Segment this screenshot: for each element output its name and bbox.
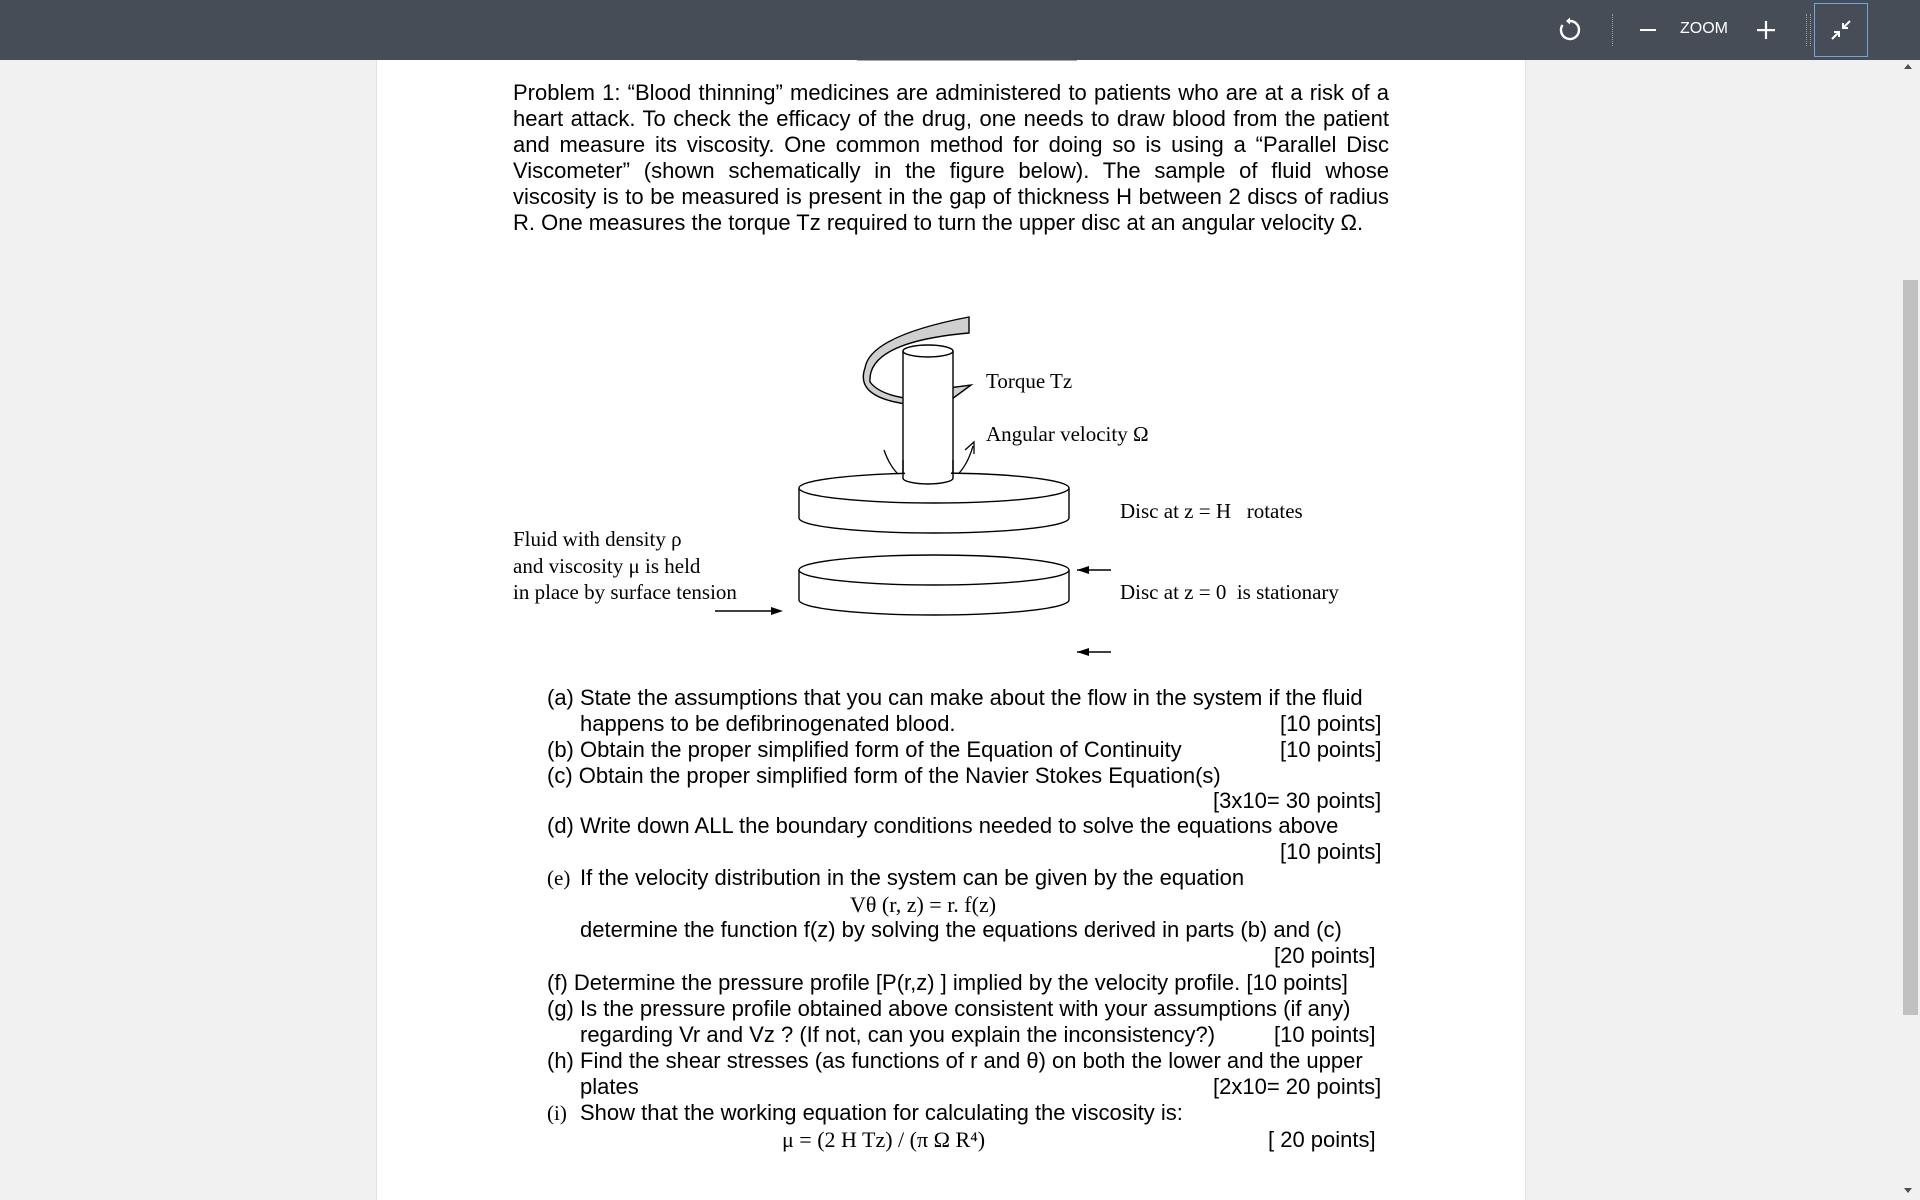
points-b: [10 points] — [1280, 737, 1382, 762]
points-a: [10 points] — [1280, 711, 1382, 736]
question-h-cont: plates — [580, 1074, 639, 1099]
refresh-button[interactable] — [1553, 13, 1587, 47]
zoom-out-button[interactable] — [1636, 18, 1660, 42]
question-a-cont: happens to be defibrinogenated blood. — [580, 711, 956, 736]
fluid-label-line: in place by surface tension — [513, 580, 737, 604]
clipped-previous-line — [377, 60, 1525, 66]
question-b: (b) Obtain the proper simplified form of the Equation of Continuity — [547, 737, 1182, 762]
question-i-marker: (i) — [547, 1101, 567, 1125]
exit-fullscreen-button[interactable] — [1814, 3, 1868, 57]
question-c: (c) Obtain the proper simplified form of the Navier Stokes Equation(s) — [547, 763, 1221, 788]
question-h: (h) Find the shear stresses (as functions of r and θ) on both the lower and the upper — [547, 1048, 1363, 1073]
scroll-down-arrow-icon[interactable] — [1904, 1188, 1912, 1193]
torque-label: Torque Tz — [986, 369, 1073, 393]
lower-disc-label: Disc at z = 0 is stationary — [1120, 580, 1339, 604]
question-e: If the velocity distribution in the system can be given by the equation — [580, 865, 1245, 890]
fluid-label — [513, 526, 737, 606]
points-h: [2x10= 20 points] — [1213, 1074, 1382, 1099]
points-d: [10 points] — [1280, 839, 1382, 864]
zoom-in-icon — [1755, 19, 1777, 41]
question-e-marker: (e) — [547, 866, 571, 890]
upper-disc-arrow-icon — [1077, 566, 1089, 574]
lower-disc-top — [799, 555, 1069, 585]
fluid-label-line: and viscosity μ is held — [513, 553, 701, 578]
zoom-label: ZOOM — [1680, 20, 1728, 37]
toolbar-separator — [1612, 14, 1613, 46]
viscosity-equation: μ = (2 H Tz) / (π Ω R⁴) — [782, 1127, 986, 1152]
document-page — [376, 60, 1526, 1200]
viscometer-figure — [377, 300, 1525, 660]
problem-intro: Problem 1: “Blood thinning” medicines are administered to patients who are at a risk of a heart attack. To check the efficacy of the drug, one needs to draw blood from the patient and measure its viscosity. One common method for doing so is using a “Parallel Disc Viscometer” (shown schematically in the figure below). The sample of fluid whose viscosity is to be measured is present in the gap of thickness H between 2 discs of radius R. One measures the torque Tz required to turn the upper disc at an angular velocity Ω. — [513, 80, 1389, 235]
shaft — [903, 351, 953, 487]
zoom-in-button[interactable] — [1753, 17, 1779, 43]
scroll-up-arrow-icon[interactable] — [1904, 64, 1912, 69]
points-g: [10 points] — [1274, 1022, 1376, 1047]
question-f: (f) Determine the pressure profile [P(r,z) ] implied by the velocity profile. [10 points] — [547, 970, 1348, 995]
upper-disc-label: Disc at z = H rotates — [1120, 499, 1303, 523]
points-i: [ 20 points] — [1268, 1127, 1376, 1152]
question-a: (a) State the assumptions that you can make about the flow in the system if the fluid — [547, 685, 1363, 710]
velocity-equation: Vθ (r, z) = r. f(z) — [850, 892, 997, 917]
question-g-cont: regarding Vr and Vz ? (If not, can you explain the inconsistency?) — [580, 1022, 1216, 1047]
toolbar-separator — [1806, 14, 1807, 46]
refresh-icon — [1556, 16, 1584, 44]
points-c: [3x10= 30 points] — [1213, 788, 1382, 813]
question-e-cont: determine the function f(z) by solving the equations derived in parts (b) and (c) — [580, 917, 1342, 942]
zoom-out-icon — [1638, 20, 1658, 40]
question-d: (d) Write down ALL the boundary conditions needed to solve the equations above — [547, 813, 1339, 838]
fluid-arrow-icon — [771, 607, 783, 615]
viewer-toolbar — [0, 0, 1920, 60]
question-i: Show that the working equation for calculating the viscosity is: — [580, 1100, 1183, 1125]
points-e: [20 points] — [1274, 943, 1376, 968]
toolbar-separator — [1810, 14, 1811, 46]
scrollbar-thumb[interactable] — [1903, 280, 1918, 1015]
lower-disc-arrow-icon — [1077, 648, 1089, 656]
angular-velocity-label: Angular velocity Ω — [986, 422, 1149, 446]
fluid-label-line: Fluid with density ρ — [513, 527, 682, 551]
exit-fullscreen-icon — [1828, 17, 1854, 43]
shaft-top — [903, 345, 953, 357]
question-g: (g) Is the pressure profile obtained above consistent with your assumptions (if any) — [547, 996, 1351, 1021]
